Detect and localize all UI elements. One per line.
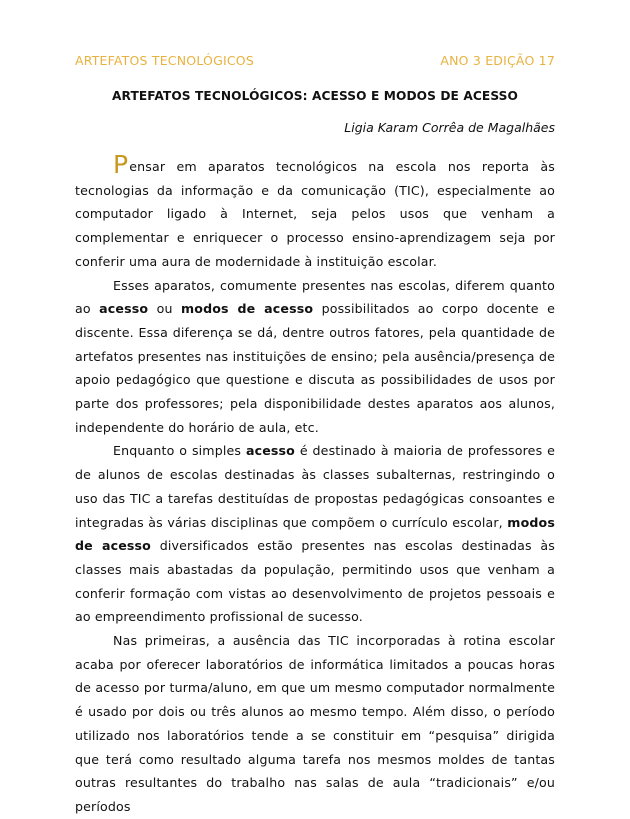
paragraph-1 <box>75 150 555 274</box>
header-issue: ANO 3 EDIÇÃO 17 <box>440 53 555 68</box>
paragraph-2-text-d: possibilitados ao corpo docente e discente. Essa diferença se dá, dentre outros fatores, pela quantidade de artefatos presentes nas instituições de ensino; pela ausência/presença de apoio pedagógico que questione e discuta as possibilidades de usos por parte dos professores; pela disponibilidade destes aparatos aos alunos, independente do horário de aula, etc. <box>75 301 555 435</box>
paragraph-3-text-c: é destinado à maioria de professores e de alunos de escolas destinadas às classes subalternas, restringindo o uso das TIC a tarefas destituídas de propostas pedagógicas consoantes e integradas às várias disciplinas que compõem o currículo escolar, <box>75 443 555 530</box>
paragraph-3 <box>75 439 555 629</box>
article-author: Ligia Karam Corrêa de Magalhães <box>344 120 555 135</box>
paragraph-3-text-a: Enquanto o simples <box>113 443 246 459</box>
paragraph-3-text-d: diversificados estão presentes nas escolas destinadas às classes mais abastadas da população, permitindo usos que venham a conferir formação com vistas ao desenvolvimento de projetos pessoais e ao empreendimento profissional de sucesso. <box>75 538 555 625</box>
article-title: ARTEFATOS TECNOLÓGICOS: ACESSO E MODOS DE ACESSO <box>111 89 518 103</box>
header-journal-name: ARTEFATOS TECNOLÓGICOS <box>75 53 254 68</box>
paragraph-2-text-a: Esses aparatos, comumente presentes nas escolas, diferem quanto ao <box>75 277 555 317</box>
paragraph-1-text: ensar em aparatos tecnológicos na escola nos reporta às tecnologias da informação e da comunicação (TIC), especialmente ao computador ligado à Internet, seja pelos usos que venham a complementar e enriquecer o processo ensino-aprendizagem seja por conferir uma aura de modernidade à instituição escolar. <box>75 159 555 269</box>
running-header <box>75 53 555 71</box>
paragraph-2-text-c: ou <box>148 301 181 317</box>
paragraph-3-bold-modos: modos de acesso <box>75 514 555 554</box>
paragraph-2 <box>75 274 555 440</box>
article-body <box>75 150 555 819</box>
paragraph-4: Nas primeiras, a ausência das TIC incorporadas à rotina escolar acaba por oferecer laboratórios de informática limitados a poucas horas de acesso por turma/aluno, em que um mesmo computador normalmente é usado por dois ou três alunos ao mesmo tempo. Além disso, o período utilizado nos laboratórios tende a se constituir em “pesquisa” dirigida que terá como resultado alguma tarefa nos mesmos moldes de tantas outras resultantes do trabalho nas salas de aula “tradicionais” e/ou períodos <box>75 633 555 814</box>
paragraph-3-bold-acesso: acesso <box>245 443 295 459</box>
drop-cap: P <box>113 150 129 179</box>
paragraph-2-bold-modos: modos de acesso <box>181 301 314 317</box>
paragraph-2-bold-acesso: acesso <box>99 301 149 317</box>
